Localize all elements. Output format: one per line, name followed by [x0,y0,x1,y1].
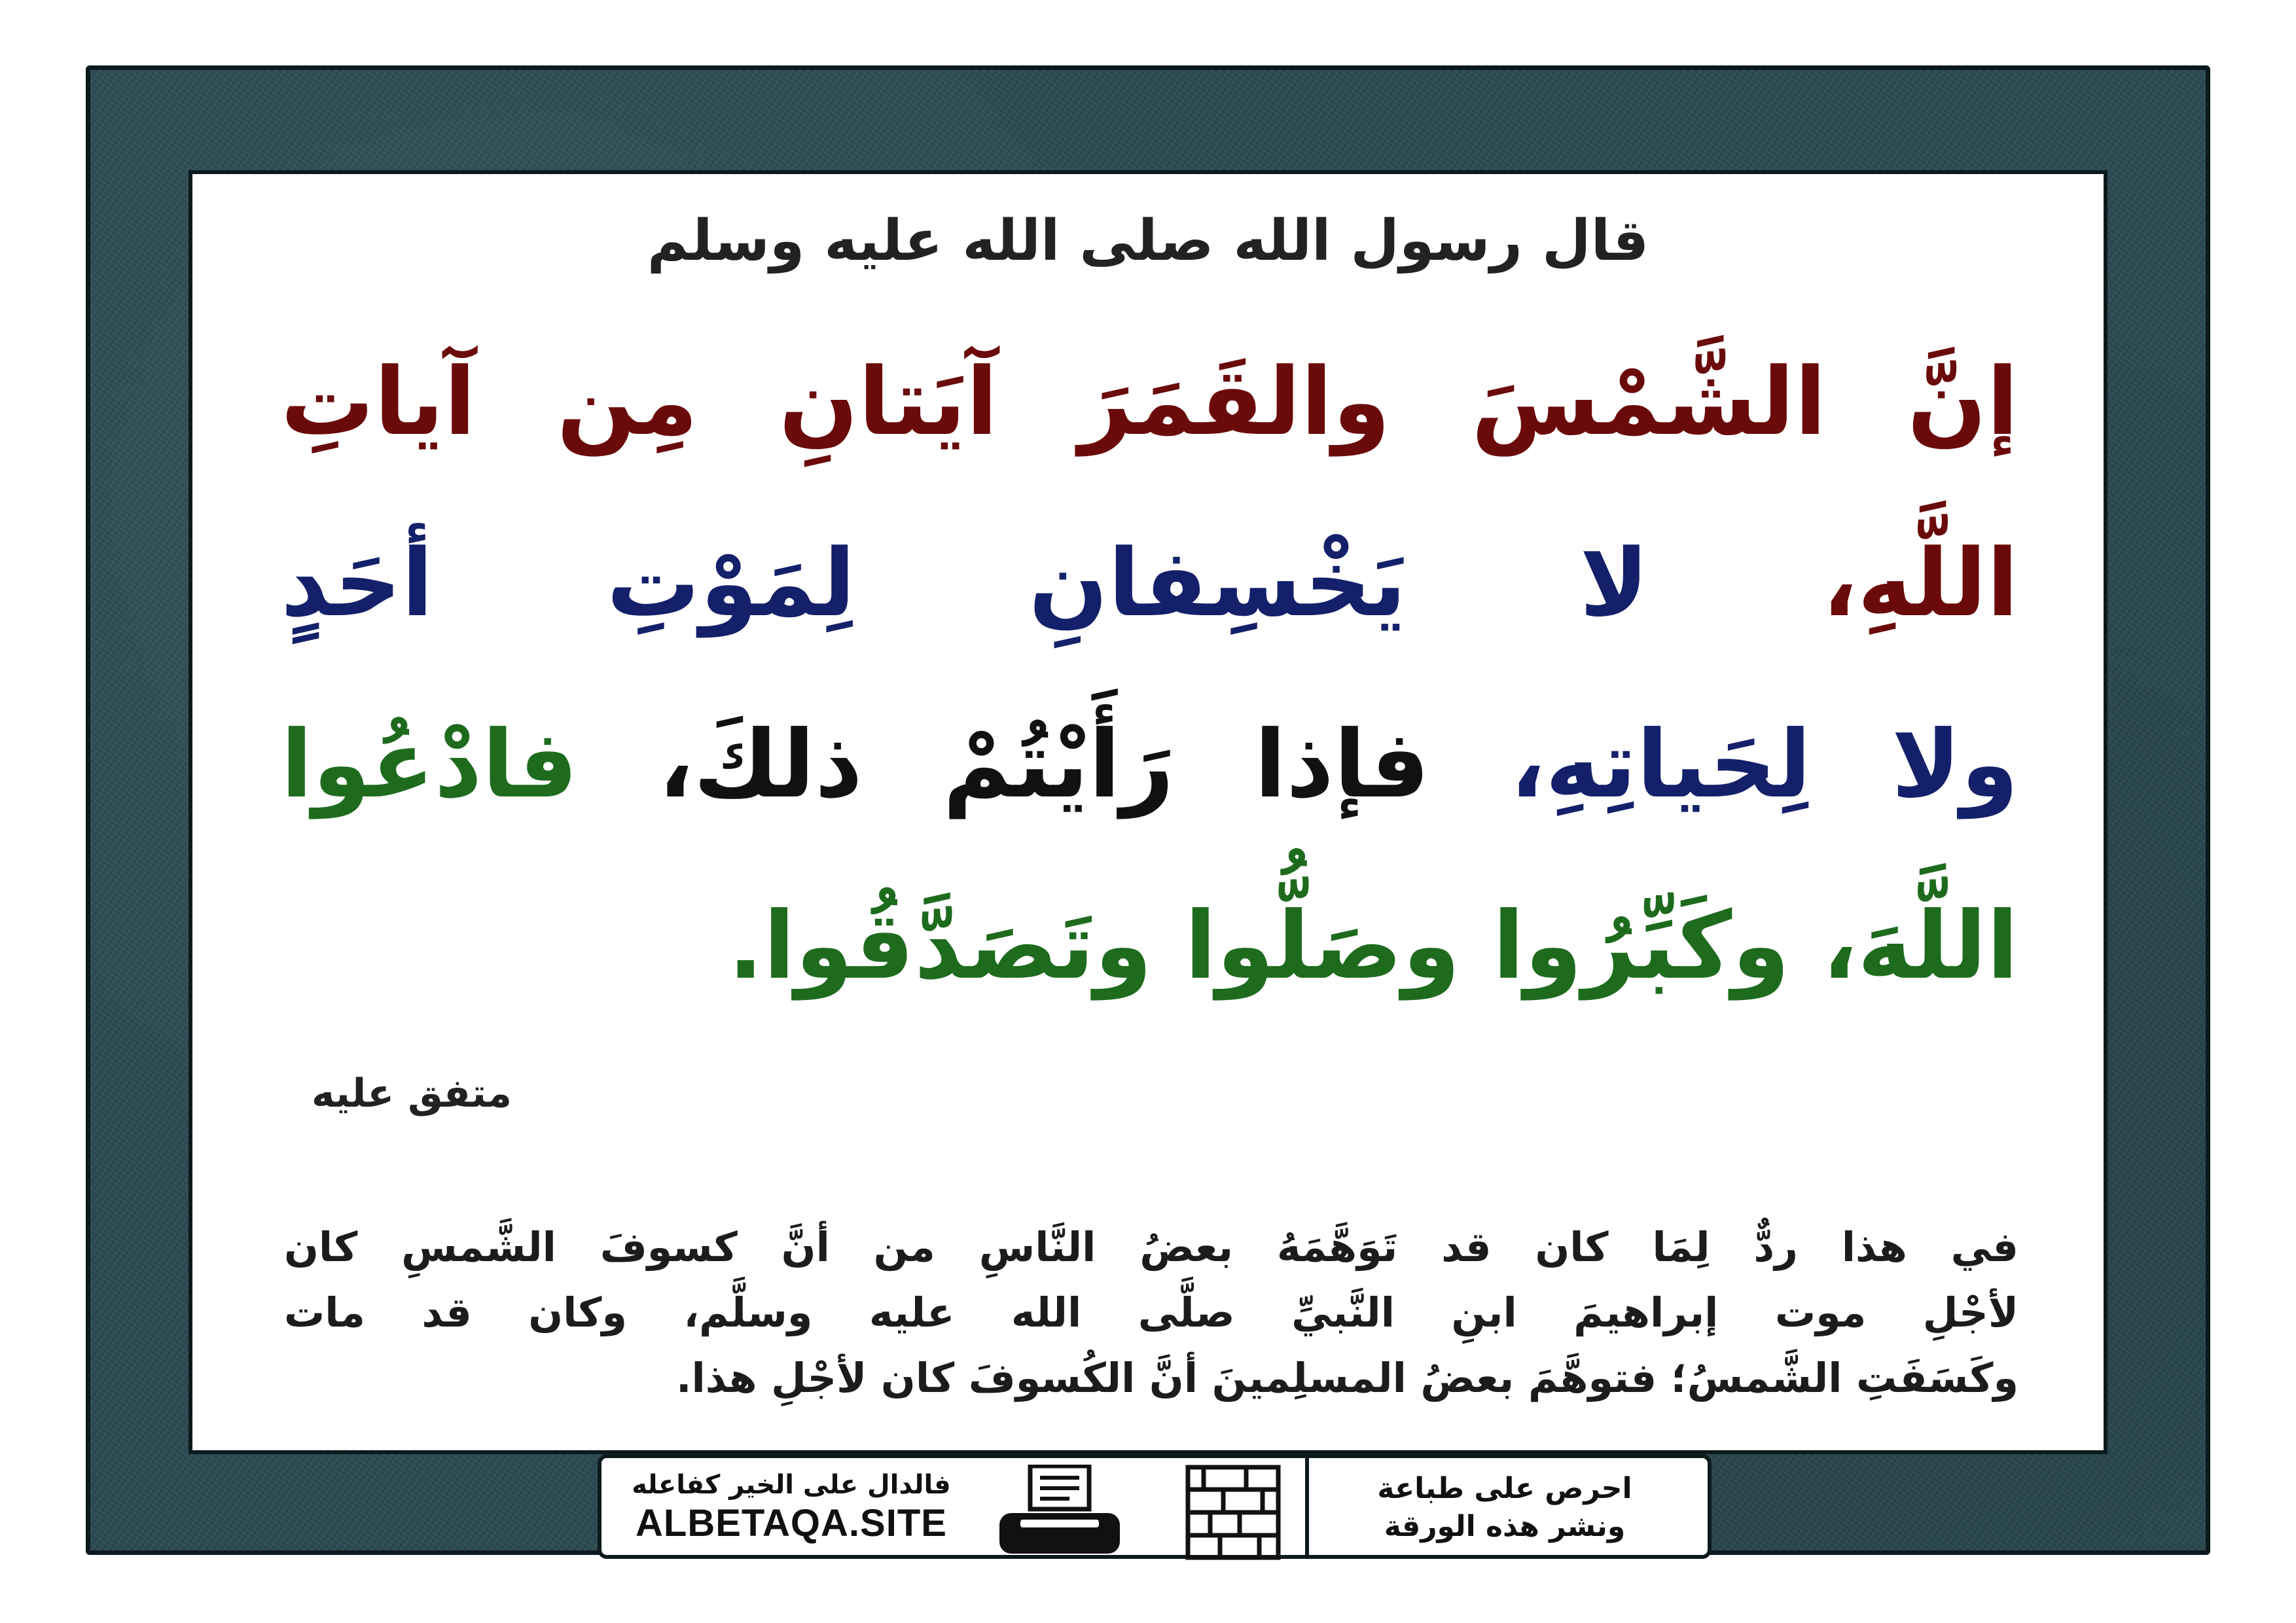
hadith-source: متفق عليه [311,1071,512,1116]
footer-website-block [621,1465,961,1550]
explanation-line-1: في هذا ردٌّ لِمَا كان قد تَوَهَّمَهُ بعضُ النَّاسِ من أنَّ كسوفَ الشَّمسِ كان [284,1223,2018,1271]
hadith-line-4: اللَّهَ، وكَبِّرُوا وصَلُّوا وتَصَدَّقُوا. [728,892,2018,1000]
footer-call-line-2: ونشر هذه الورقة [1384,1510,1626,1543]
hadith-line-2-part-1: اللَّهِ، [1821,529,2019,637]
intro-heading: قال رسول الله صلى الله عليه وسلم [647,208,1649,274]
footer-site-link[interactable]: ALBETAQA.SITE [636,1502,947,1544]
hadith-line-1: إنَّ الشَّمْسَ والقَمَرَ آيَتانِ مِن آياتِ [281,348,2018,456]
footer-print-call [1321,1470,1688,1546]
hadith-line-3-part-1: ولا لِحَياتِهِ، [1510,711,2019,819]
footer-slogan: فالدال على الخير كفاعله [632,1470,951,1500]
hadith-line-3 [281,674,2018,855]
footer-call-line-1: احرص على طباعة [1377,1472,1632,1505]
hadith-line-3-part-2: فإذا رَأَيْتُمْ ذلكَ، [658,711,1430,819]
hadith-line-2-part-2: لا يَخْسِفانِ لِمَوْتِ أحَدٍ [281,529,1649,637]
hadith-text [281,312,2018,1037]
hadith-line-2 [281,493,2018,674]
explanation-paragraph [284,1215,2018,1411]
explanation-line-3: وكَسَفَتِ الشَّمسُ؛ فتوهَّمَ بعضُ المسلِمينَ أنَّ الكُسوفَ كان لأجْلِ هذا. [675,1354,2018,1402]
explanation-line-2: لأجْلِ موت إبراهيمَ ابنِ النَّبيِّ صلَّى الله عليه وسلَّم، وكان قد مات [284,1289,2018,1336]
footer-bar [598,1454,1712,1559]
content-card [188,170,2108,1454]
hadith-line-3-part-3: فادْعُوا [281,711,578,819]
printer-icon [994,1465,1125,1556]
kufic-logo-icon [1184,1463,1282,1561]
footer-divider [1305,1458,1309,1555]
